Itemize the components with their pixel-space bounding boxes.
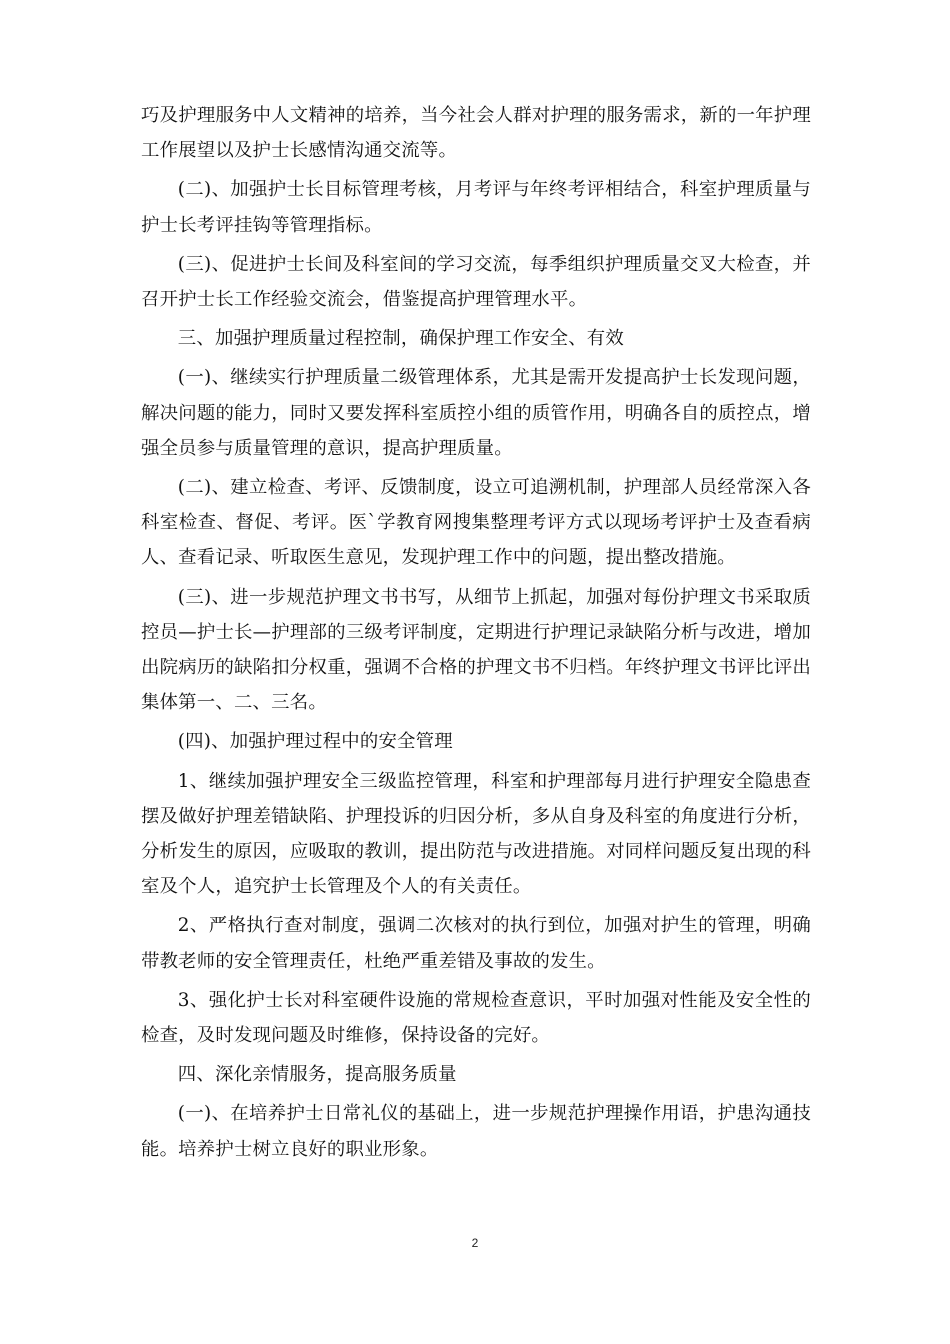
- page-number: 2: [471, 1236, 479, 1250]
- subsection-heading-4: (四)、加强护理过程中的安全管理: [177, 731, 453, 753]
- paragraph-2: (二)、加强护士长目标管理考核，月考评与年终考评相结合，科室护理质量与护士长考评挂钩等管理指标。: [141, 179, 811, 236]
- paragraph-10: 2、严格执行查对制度，强调二次核对的执行到位，加强对护生的管理，明确带教老师的安全管理责任，杜绝严重差错及事故的发生。: [141, 915, 811, 972]
- section-heading-4: 四、深化亲情服务，提高服务质量: [177, 1064, 457, 1086]
- paragraph-9: 1、继续加强护理安全三级监控管理，科室和护理部每月进行护理安全隐患查摆及做好护理差错缺陷、护理投诉的归因分析，多从自身及科室的角度进行分析，分析发生的原因，应吸取的教训，提出防范与改进措施。对同样问题反复出现的科室及个人，追究护士长管理及个人的有关责任。: [141, 770, 811, 898]
- paragraph-6: (二)、建立检查、考评、反馈制度，设立可追溯机制，护理部人员经常深入各科室检查、督促、考评。医`学教育网搜集整理考评方式以现场考评护士及查看病人、查看记录、听取医生意见，发现护理工作中的问题，提出整改措施。: [141, 477, 811, 569]
- paragraph-7: (三)、进一步规范护理文书书写，从细节上抓起，加强对每份护理文书采取质控员—护士长—护理部的三级考评制度，定期进行护理记录缺陷分析与改进，增加出院病历的缺陷扣分权重，强调不合格的护理文书不归档。年终护理文书评比评出集体第一、二、三名。: [141, 586, 811, 714]
- document-body: [141, 98, 811, 1171]
- paragraph-1: 巧及护理服务中人文精神的培养，当今社会人群对护理的服务需求，新的一年护理工作展望以及护士长感情沟通交流等。: [141, 105, 811, 162]
- paragraph-11: 3、强化护士长对科室硬件设施的常规检查意识，平时加强对性能及安全性的检查，及时发现问题及时维修，保持设备的完好。: [141, 989, 811, 1047]
- paragraph-5: (一)、继续实行护理质量二级管理体系，尤其是需开发提高护士长发现问题，解决问题的能力，同时又要发挥科室质控小组的质管作用，明确各自的质控点，增强全员参与质量管理的意识，提高护理质量。: [141, 367, 811, 459]
- section-heading-3: 三、加强护理质量过程控制，确保护理工作安全、有效: [177, 328, 624, 350]
- paragraph-3: (三)、促进护士长间及科室间的学习交流，每季组织护理质量交叉大检查，并召开护士长工作经验交流会，借鉴提高护理管理水平。: [141, 253, 811, 311]
- paragraph-13: (一)、在培养护士日常礼仪的基础上，进一步规范护理操作用语，护患沟通技能。培养护士树立良好的职业形象。: [141, 1103, 811, 1160]
